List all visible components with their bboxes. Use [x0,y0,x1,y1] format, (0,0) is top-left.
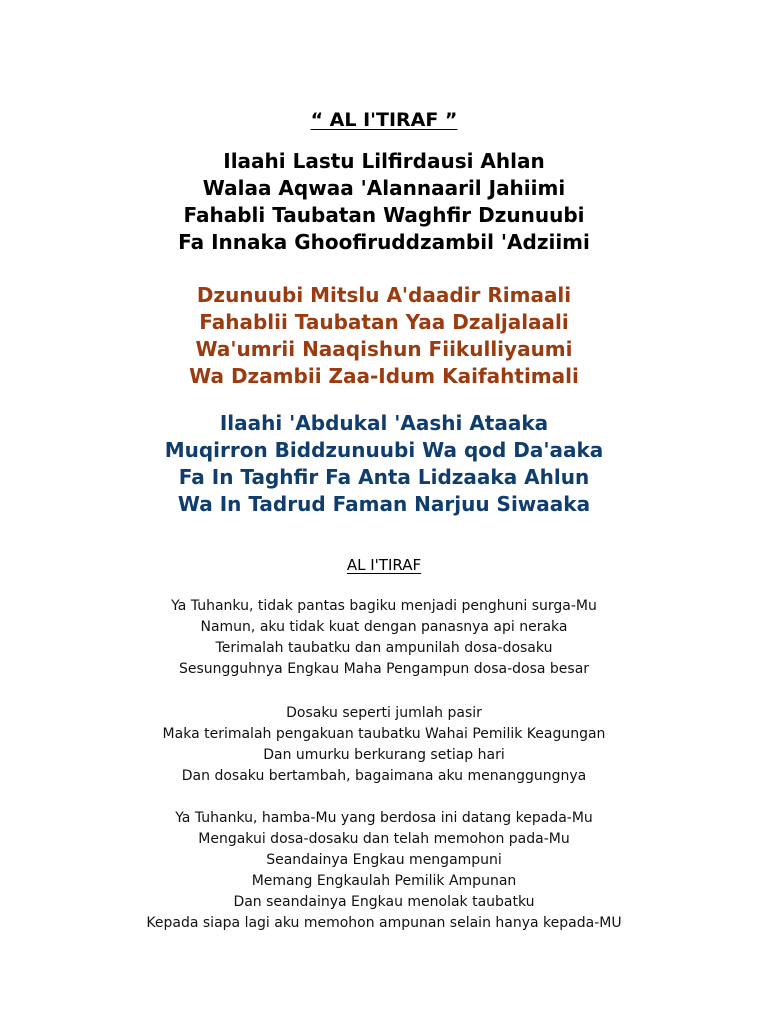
translation-stanza-1 [0,596,768,680]
arabic-stanza-2 [0,282,768,390]
translation-stanza-3 [0,808,768,934]
translation-line: Dosaku seperti jumlah pasir [286,705,482,721]
translation-line: Sesungguhnya Engkau Maha Pengampun dosa-dosa besar [178,661,590,677]
translation-line: Seandainya Engkau mengampuni [266,852,502,868]
translation-line: Namun, aku tidak kuat dengan panasnya api neraka [200,619,568,635]
stanza-line: Dzunuubi Mitslu A'daadir Rimaali [196,283,572,307]
translation-line: Ya Tuhanku, tidak pantas bagiku menjadi penghuni surga-Mu [171,598,597,614]
stanza-line: Wa'umrii Naaqishun Fiikulliyaumi [195,337,573,361]
translation-line: Dan seandainya Engkau menolak taubatku [233,894,535,910]
translation-line: Memang Engkaulah Pemilik Ampunan [251,873,517,889]
translation-line: Terimalah taubatku dan ampunilah dosa-dosaku [215,640,553,656]
translation-line: Mengakui dosa-dosaku dan telah memohon pada-Mu [198,831,570,847]
stanza-line: Ilaahi Lastu Lilfirdausi Ahlan [223,149,545,173]
translation-line: Dan dosaku bertambah, bagaimana aku menanggungnya [181,768,587,784]
translation-line: Ya Tuhanku, hamba-Mu yang berdosa ini datang kepada-Mu [175,810,593,826]
translation-stanza-2 [0,703,768,787]
arabic-stanza-3 [0,410,768,518]
translation-line: Dan umurku berkurang setiap hari [263,747,505,763]
translation-line: Maka terimalah pengakuan taubatku Wahai Pemilik Keagungan [162,726,606,742]
stanza-line: Fa Innaka Ghoofiruddzambil 'Adziimi [178,230,590,254]
stanza-line: Wa In Tadrud Faman Narjuu Siwaaka [177,492,591,516]
stanza-line: Muqirron Biddzunuubi Wa qod Da'aaka [164,438,604,462]
stanza-line: Ilaahi 'Abdukal 'Aashi Ataaka [219,411,549,435]
stanza-line: Wa Dzambii Zaa-Idum Kaifahtimali [189,364,579,388]
arabic-stanza-1 [0,148,768,256]
stanza-line: Fahablii Taubatan Yaa Dzaljalaali [199,310,569,334]
stanza-line: Walaa Aqwaa 'Alannaaril Jahiimi [202,176,566,200]
stanza-line: Fa In Taghfir Fa Anta Lidzaaka Ahlun [178,465,590,489]
translation-title: AL I'TIRAF [346,556,422,574]
poem-title: “ AL I'TIRAF ” [310,109,458,131]
translation-line: Kepada siapa lagi aku memohon ampunan selain hanya kepada-MU [146,915,622,931]
stanza-line: Fahabli Taubatan Waghfir Dzunuubi [183,203,585,227]
